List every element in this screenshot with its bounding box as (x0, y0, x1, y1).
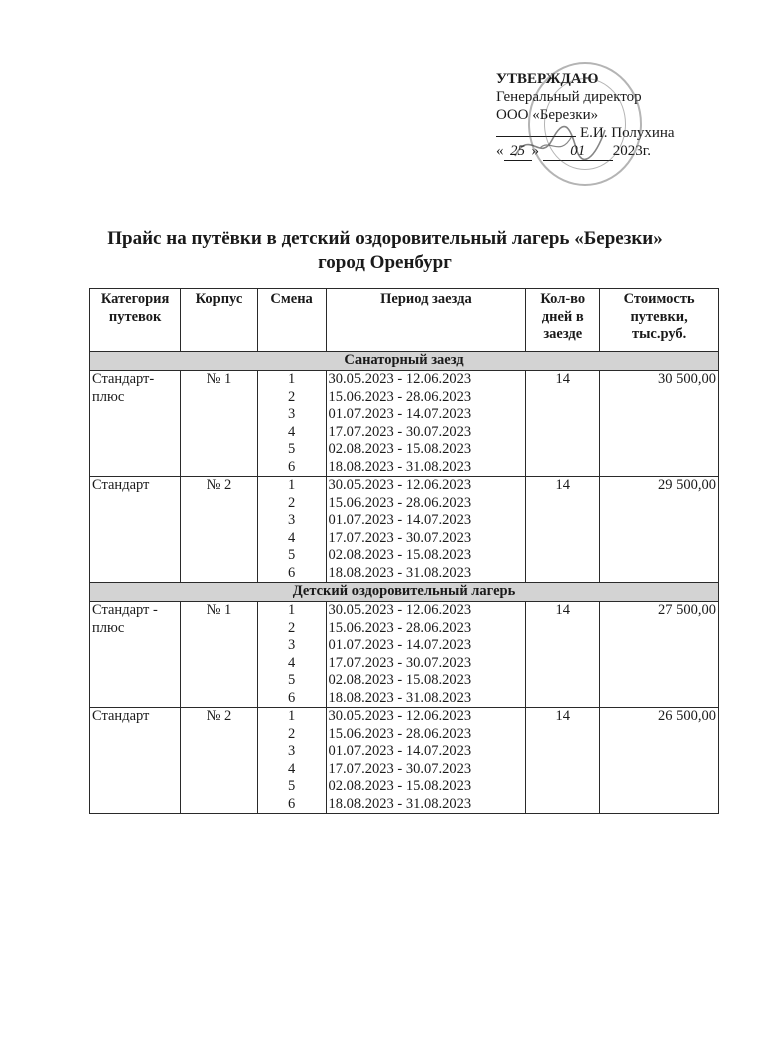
date-month: 01 (543, 142, 613, 161)
date-close-quote: » (531, 143, 539, 159)
cell-days: 14 (526, 602, 600, 708)
period-range: 17.07.2023 - 30.07.2023 (328, 423, 472, 440)
smena-number: 3 (287, 637, 296, 653)
section-row (90, 352, 719, 371)
table-row (90, 602, 719, 708)
category-text: Стандарт (92, 477, 150, 493)
cell-period (326, 477, 526, 583)
section-title: Санаторный заезд (90, 352, 719, 371)
period-range: 01.07.2023 - 14.07.2023 (328, 743, 472, 759)
period-range: 15.06.2023 - 28.06.2023 (328, 388, 472, 405)
header-smena: Смена (257, 289, 326, 352)
period-range: 02.08.2023 - 15.08.2023 (328, 778, 472, 794)
period-range: 17.07.2023 - 30.07.2023 (328, 529, 472, 546)
table-row (90, 477, 719, 583)
table-header-row (90, 289, 719, 352)
date-year: 2023г. (612, 143, 651, 159)
period-range: 18.08.2023 - 31.08.2023 (328, 564, 472, 581)
section-row (90, 583, 719, 602)
cell-korpus: № 1 (181, 602, 258, 708)
cell-korpus: № 2 (181, 708, 258, 814)
date-day: 25 (504, 142, 532, 161)
header-category: Категория путевок (90, 289, 181, 352)
cell-period (326, 371, 526, 477)
smena-number: 3 (287, 406, 296, 422)
cell-smena (257, 708, 326, 814)
cell-price: 26 500,00 (600, 708, 719, 814)
smena-number: 1 (287, 371, 296, 387)
header-korpus: Корпус (181, 289, 258, 352)
smena-number: 4 (287, 654, 296, 671)
period-range: 01.07.2023 - 14.07.2023 (328, 406, 472, 422)
period-range: 01.07.2023 - 14.07.2023 (328, 512, 472, 528)
period-range: 30.05.2023 - 12.06.2023 (328, 602, 472, 618)
period-range: 02.08.2023 - 15.08.2023 (328, 547, 472, 563)
approval-position: Генеральный директор (496, 89, 642, 105)
cell-category (90, 477, 181, 583)
period-range: 02.08.2023 - 15.08.2023 (328, 441, 472, 457)
header-price: Стоимость путевки, тыс.руб. (600, 289, 719, 352)
cell-price: 27 500,00 (600, 602, 719, 708)
cell-korpus: № 2 (181, 477, 258, 583)
cell-smena (257, 371, 326, 477)
smena-number: 5 (287, 441, 296, 457)
period-range: 17.07.2023 - 30.07.2023 (328, 760, 472, 777)
period-range: 30.05.2023 - 12.06.2023 (328, 371, 472, 387)
approval-company: ООО «Березки» (496, 107, 599, 123)
cell-category (90, 602, 181, 708)
smena-number: 5 (287, 778, 296, 794)
approval-block (496, 70, 726, 161)
period-range: 18.08.2023 - 31.08.2023 (328, 458, 472, 475)
cell-korpus: № 1 (181, 371, 258, 477)
smena-number: 6 (287, 689, 296, 706)
smena-number: 2 (287, 494, 296, 511)
smena-number: 6 (287, 564, 296, 581)
document-title (60, 227, 710, 275)
smena-number: 4 (287, 760, 296, 777)
period-range: 15.06.2023 - 28.06.2023 (328, 619, 472, 636)
period-range: 02.08.2023 - 15.08.2023 (328, 672, 472, 688)
cell-days: 14 (526, 477, 600, 583)
signature-line (496, 136, 576, 137)
smena-number: 3 (287, 743, 296, 759)
table-row (90, 708, 719, 814)
approval-signer: Е.И. Полухина (580, 125, 675, 141)
smena-number: 2 (287, 619, 296, 636)
period-range: 30.05.2023 - 12.06.2023 (328, 477, 472, 493)
header-period: Период заезда (326, 289, 526, 352)
category-text: Стандарт-плюс (92, 371, 155, 405)
section-title: Детский оздоровительный лагерь (90, 583, 719, 602)
cell-days: 14 (526, 708, 600, 814)
category-text: Стандарт (92, 708, 150, 724)
smena-number: 1 (287, 602, 296, 618)
period-range: 01.07.2023 - 14.07.2023 (328, 637, 472, 653)
period-range: 30.05.2023 - 12.06.2023 (328, 708, 472, 724)
category-text: Стандарт - плюс (92, 602, 158, 636)
cell-period (326, 602, 526, 708)
period-range: 15.06.2023 - 28.06.2023 (328, 494, 472, 511)
table-body (90, 352, 719, 814)
cell-period (326, 708, 526, 814)
period-range: 15.06.2023 - 28.06.2023 (328, 725, 472, 742)
cell-smena (257, 602, 326, 708)
smena-number: 6 (287, 458, 296, 475)
cell-category (90, 708, 181, 814)
title-line-2: город Оренбург (318, 252, 452, 273)
approval-signature-row (496, 124, 726, 142)
date-open-quote: « (496, 143, 504, 159)
header-days: Кол-во дней в заезде (526, 289, 600, 352)
smena-number: 1 (287, 477, 296, 493)
smena-number: 2 (287, 725, 296, 742)
cell-smena (257, 477, 326, 583)
table-row (90, 371, 719, 477)
cell-price: 30 500,00 (600, 371, 719, 477)
price-table (89, 288, 719, 814)
cell-days: 14 (526, 371, 600, 477)
smena-number: 1 (287, 708, 296, 724)
smena-number: 4 (287, 529, 296, 546)
cell-category (90, 371, 181, 477)
smena-number: 3 (287, 512, 296, 528)
smena-number: 4 (287, 423, 296, 440)
smena-number: 5 (287, 672, 296, 688)
smena-number: 5 (287, 547, 296, 563)
cell-price: 29 500,00 (600, 477, 719, 583)
approval-heading: УТВЕРЖДАЮ (496, 71, 599, 87)
smena-number: 2 (287, 388, 296, 405)
smena-number: 6 (287, 795, 296, 812)
approval-date-row (496, 142, 726, 161)
period-range: 18.08.2023 - 31.08.2023 (328, 795, 472, 812)
title-line-1: Прайс на путёвки в детский оздоровительный лагерь «Березки» (107, 228, 663, 249)
period-range: 18.08.2023 - 31.08.2023 (328, 689, 472, 706)
period-range: 17.07.2023 - 30.07.2023 (328, 654, 472, 671)
